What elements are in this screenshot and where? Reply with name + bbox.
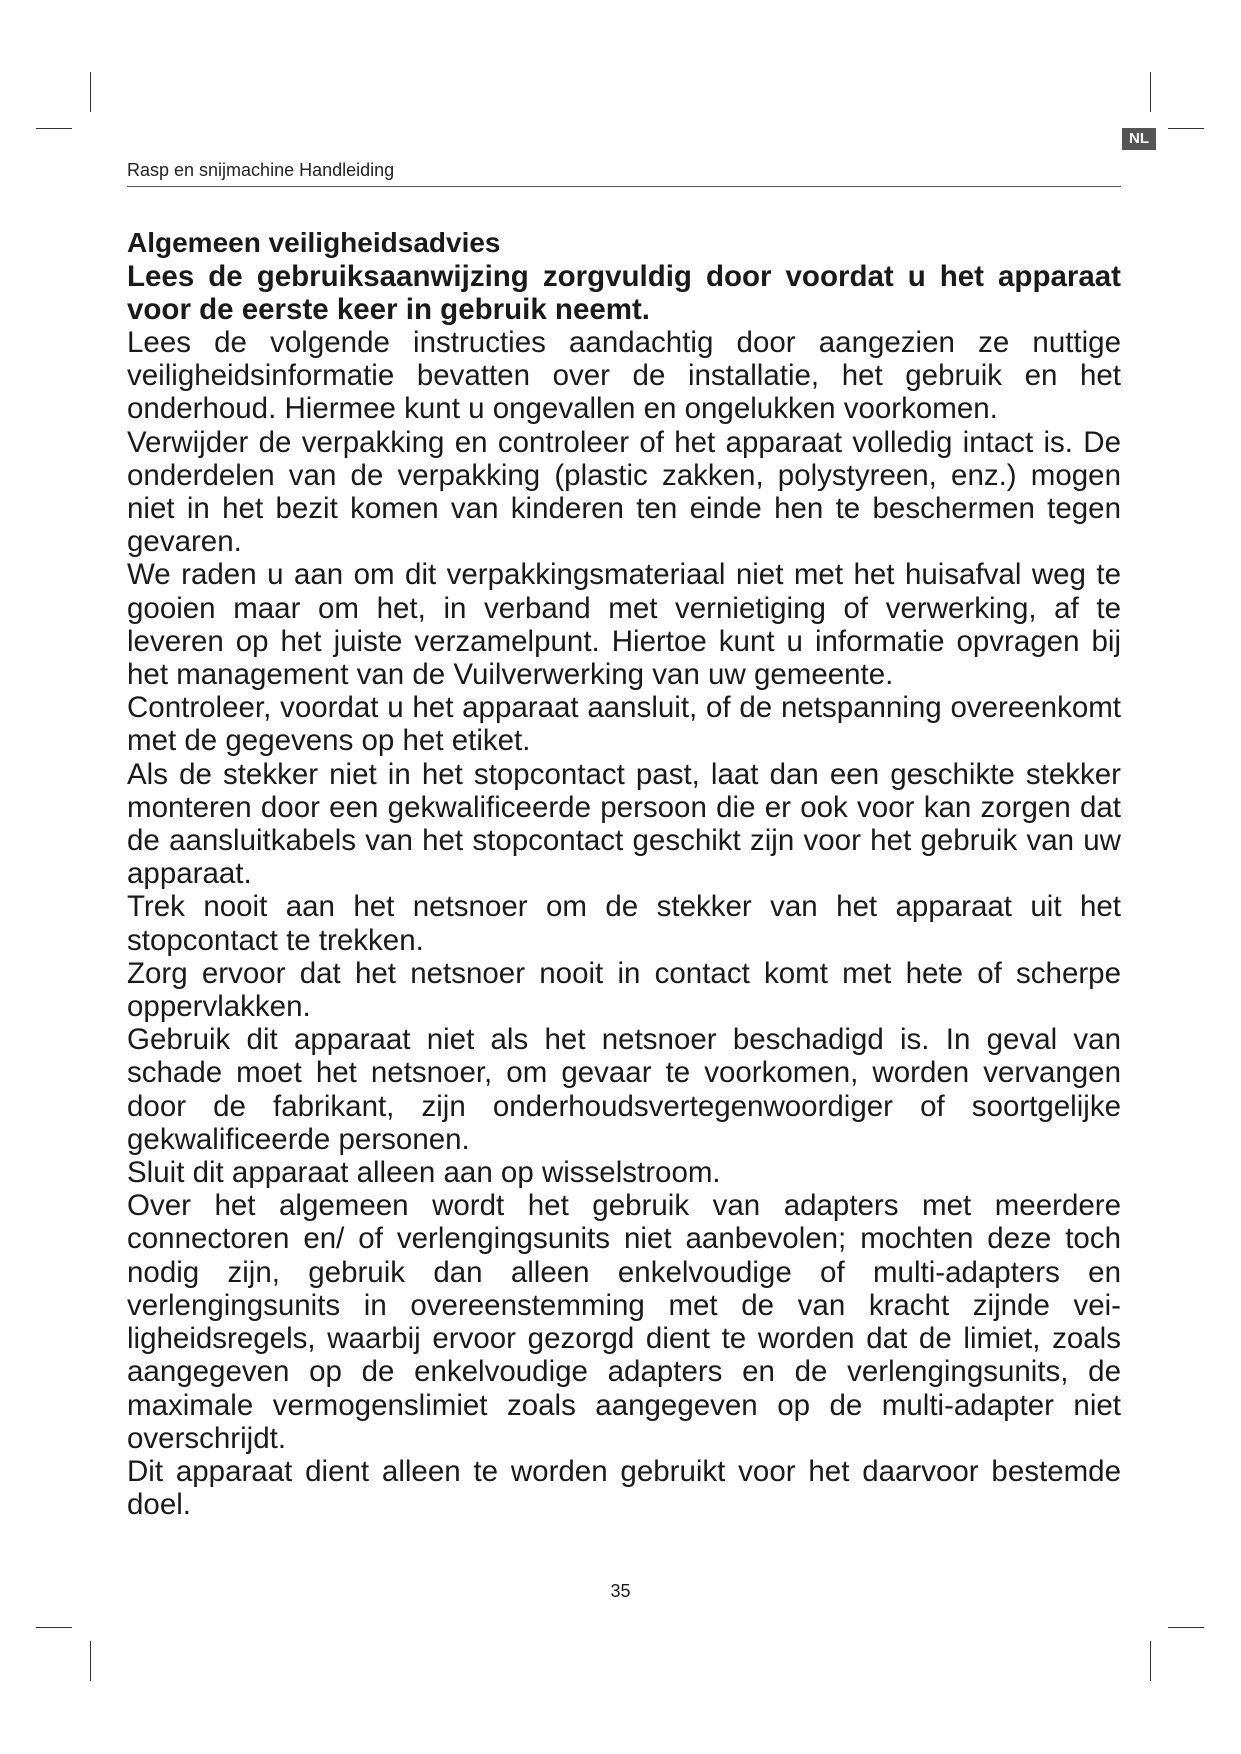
body-paragraph: Zorg ervoor dat het netsnoer nooit in contact komt met hete of scherpe oppervlakken. xyxy=(127,956,1121,1024)
body-paragraph: Sluit dit apparaat alleen aan op wisselstroom. xyxy=(127,1156,721,1190)
body-paragraph: Als de stekker niet in het stopcontact past, laat dan een geschikte stekker monteren door een gekwalificeerde persoon die er ook voor kan zorgen dat de aansluitkabels van het stopcontact geschikt zijn voor het gebruik van uw apparaat. xyxy=(127,757,1121,891)
body-paragraph: Over het algemeen wordt het gebruik van adapters met meerdere connectoren en/ of verlengingsunits niet aanbevolen; mochten deze toch nodig zijn, gebruik dan alleen enkelvoudige of multi-adapters en verlengingsunits in overeenstemming met de van kracht zijnde veiligheidsregels, waarbij ervoor gezorgd dient te worden dat de limiet, zoals aangegeven op de enkelvoudige adapters en de verlengingsunits, de maximale vermogenslimiet zoals aangegeven op de multi-adapter niet overschrijdt. xyxy=(127,1189,1121,1455)
lead-paragraph: Lees de gebruiksaanwijzing zorgvuldig door voordat u het apparaat voor de eerste keer in gebruik neemt. xyxy=(127,260,1121,326)
language-badge: NL xyxy=(1122,128,1156,150)
crop-mark xyxy=(1168,1627,1204,1628)
crop-mark xyxy=(1150,1641,1151,1681)
body-paragraph: Verwijder de verpakking en controleer of het apparaat volledig intact is. De onderdelen van de verpakking (plastic zakken, polystyreen, enz.) mogen niet in het bezit komen van kinderen ten einde hen te beschermen tegen gevaren. xyxy=(127,425,1121,559)
body-paragraph: Gebruik dit apparaat niet als het netsnoer beschadigd is. In geval van schade moet het netsnoer, om gevaar te voorkomen, worden vervangen door de fabrikant, zijn onderhoudsvertegenwoordiger of soortgelijke gekwalificeerde personen. xyxy=(127,1023,1121,1156)
body-paragraph: We raden u aan om dit verpakkingsmateriaal niet met het huisafval weg te gooien maar om het, in verband met vernietiging of verwerking, af te leveren op het juiste verzamelpunt. Hiertoe kunt u informatie opvragen bij het management van de Vuilverwerking van uw gemeente. xyxy=(127,558,1121,692)
body-paragraph: Dit apparaat dient alleen te worden gebruikt voor het daarvoor bestemde doel. xyxy=(127,1454,1121,1522)
crop-mark xyxy=(36,128,72,129)
section-heading: Algemeen veiligheidsadvies xyxy=(127,227,501,258)
document-header-title: Rasp en snijmachine Handleiding xyxy=(127,160,395,180)
crop-mark xyxy=(1168,128,1204,129)
page-content xyxy=(127,226,1121,1521)
crop-mark xyxy=(90,1641,91,1681)
crop-mark xyxy=(36,1627,72,1628)
crop-mark xyxy=(90,72,91,112)
body-paragraph: Lees de volgende instructies aandachtig door aangezien ze nuttige veiligheidsinformatie bevatten over de installatie, het gebruik en het onderhoud. Hiermee kunt u ongevallen en ongelukken voorkomen. xyxy=(127,326,1121,426)
page-number: 35 xyxy=(610,1581,631,1601)
body-paragraph: Controleer, voordat u het apparaat aansluit, of de netspanning overeenkomt met de gegevens op het etiket. xyxy=(127,691,1121,758)
header-divider xyxy=(127,186,1121,187)
body-paragraph: Trek nooit aan het netsnoer om de stekker van het apparaat uit het stopcontact te trekken. xyxy=(127,890,1121,957)
crop-mark xyxy=(1150,72,1151,112)
